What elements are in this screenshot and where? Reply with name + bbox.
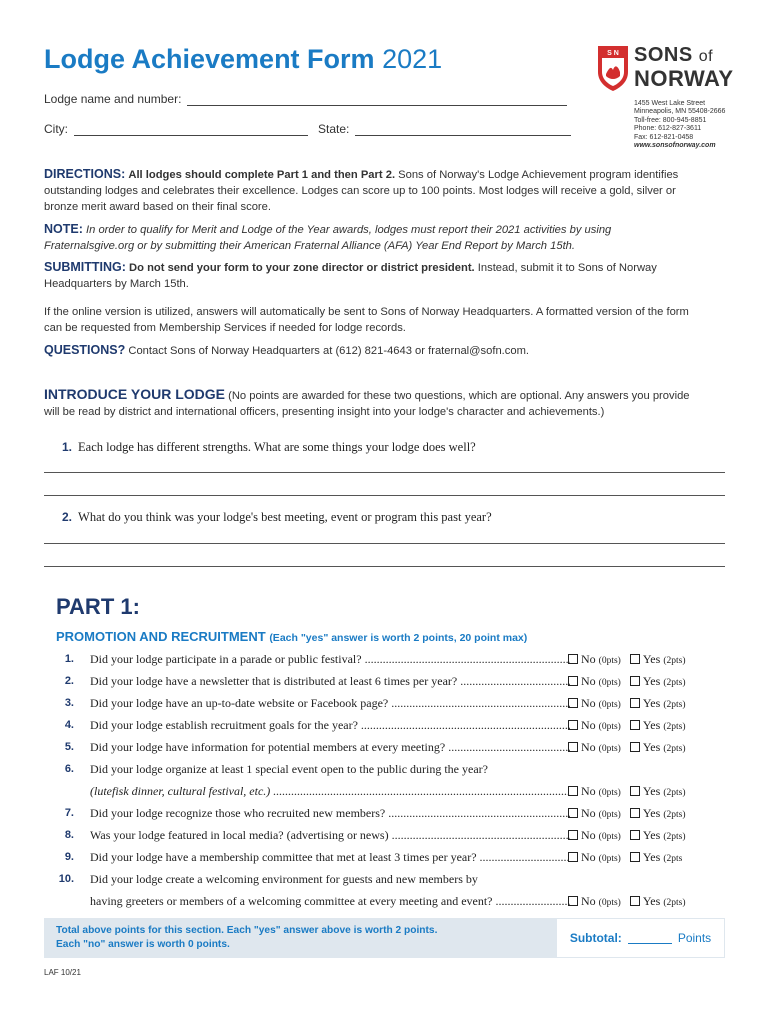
no-checkbox[interactable] — [568, 852, 578, 862]
item-number: 3. — [64, 697, 74, 709]
no-label: No — [581, 696, 596, 710]
yes-label: Yes — [642, 652, 661, 666]
yes-option[interactable] — [630, 718, 686, 733]
yes-checkbox[interactable] — [630, 676, 640, 686]
address-line: Minneapolis, MN 55408-2666 — [634, 108, 726, 116]
no-points: (0pts) — [598, 810, 621, 820]
yes-checkbox[interactable] — [630, 698, 640, 708]
question-text: Each lodge has different strengths. What are some things your lodge does well? — [78, 440, 476, 454]
yes-option[interactable] — [630, 850, 682, 865]
introduce-text: (No points are awarded for these two questions, which are optional. Any answers you provide will be read by district and international officers, presenting insight into your lodge's character and achievements.) — [44, 390, 690, 418]
note-lead: NOTE: — [44, 222, 83, 236]
item-question: Did your lodge create a welcoming environment for guests and new members by — [90, 872, 478, 886]
yes-checkbox[interactable] — [630, 786, 640, 796]
questions-lead: QUESTIONS? — [44, 343, 126, 357]
summary-line: Total above points for this section. Each "yes" answer above is worth 2 points. — [56, 925, 438, 936]
promotion-heading — [56, 629, 527, 644]
item-question: Did your lodge have an up-to-date website or Facebook page? ..... — [90, 696, 570, 711]
summary-line: Each "no" answer is worth 0 points. — [56, 938, 230, 950]
yes-points: (2pts) — [663, 656, 686, 666]
no-label: No — [581, 806, 596, 820]
form-code: LAF 10/21 — [44, 968, 81, 977]
no-option[interactable] — [568, 696, 621, 711]
item-question-continued: (lutefisk dinner, cultural festival, etc.) ..... — [90, 784, 570, 799]
yes-points: (2pts) — [663, 788, 686, 798]
lodge-name-line[interactable] — [187, 93, 567, 106]
subtotal-field[interactable] — [628, 933, 672, 944]
sons-of-norway-logo — [596, 44, 736, 94]
yes-points: (2pts) — [663, 898, 686, 908]
question-row — [56, 872, 726, 890]
directions-bold: All lodges should complete Part 1 and then Part 2. — [128, 169, 396, 181]
answer-options — [568, 828, 685, 843]
submitting-paragraph — [44, 259, 704, 292]
no-checkbox[interactable] — [568, 698, 578, 708]
online-note: If the online version is utilized, answers will automatically be sent to Sons of Norway Headquarters. A formatted version of the form can be requested from Membership Services if needed for lodge records. — [44, 306, 689, 334]
item-number: 9. — [64, 851, 74, 863]
section-summary — [44, 918, 725, 958]
part-1-title: PART 1: — [56, 594, 140, 619]
questions-text: Contact Sons of Norway Headquarters at (612) 821-4643 or fraternal@sofn.com. — [128, 345, 530, 357]
no-label: No — [581, 894, 596, 908]
item-question: Did your lodge have information for potential members at every meeting? ..... — [90, 740, 570, 755]
address-line: Fax: 612-821-0458 — [634, 133, 694, 141]
answer-options — [568, 850, 682, 865]
item-number: 2. — [64, 675, 74, 687]
answer-options — [568, 740, 685, 755]
city-label: City: — [44, 122, 68, 136]
no-checkbox[interactable] — [568, 654, 578, 664]
yes-label: Yes — [642, 806, 661, 820]
intro-question-1 — [62, 440, 476, 455]
yes-label: Yes — [642, 828, 661, 842]
item-question: Did your lodge recognize those who recruited new members? ..... — [90, 806, 570, 821]
yes-label: Yes — [642, 784, 661, 798]
answer-options — [568, 718, 685, 733]
no-option[interactable] — [568, 784, 621, 799]
introduce-heading: INTRODUCE YOUR LODGE — [44, 386, 225, 402]
no-label: No — [581, 850, 596, 864]
item-number: 4. — [64, 719, 74, 731]
no-option[interactable] — [568, 718, 621, 733]
item-number: 5. — [64, 741, 74, 753]
question-row — [56, 652, 726, 670]
answer-options — [568, 696, 685, 711]
section-title: PROMOTION AND RECRUITMENT — [56, 629, 266, 644]
note-text: In order to qualify for Merit and Lodge of the Year awards, lodges must report their 2021 activities by using Fraternalsgive.org or by submitting their American Fraternal Alliance (AFA) Year End Report by March 15th. — [44, 224, 612, 252]
yes-label: Yes — [642, 674, 661, 688]
subtotal-label: Subtotal: — [569, 931, 622, 945]
shield-icon — [596, 44, 630, 92]
yes-option[interactable] — [630, 696, 686, 711]
submitting-bold: Do not send your form to your zone director or district president. — [129, 262, 475, 274]
question-row — [56, 828, 726, 846]
answer-line[interactable] — [44, 543, 725, 544]
no-points: (0pts) — [598, 700, 621, 710]
logo-of: of — [698, 48, 714, 65]
yes-points: (2pts) — [663, 700, 686, 710]
question-number: 2. — [62, 510, 73, 524]
yes-option[interactable] — [630, 740, 686, 755]
yes-points: (2pts) — [663, 810, 686, 820]
yes-label: Yes — [642, 740, 661, 754]
address-line: Toll-free: 800-945-8851 — [634, 116, 707, 124]
yes-option[interactable] — [630, 806, 686, 821]
directions-lead: DIRECTIONS: — [44, 167, 126, 181]
no-label: No — [581, 784, 596, 798]
question-row — [56, 762, 726, 780]
question-row — [56, 718, 726, 736]
city-field[interactable] — [44, 122, 571, 136]
item-number: 1. — [64, 653, 74, 665]
item-question: Did your lodge have a newsletter that is distributed at least 6 times per year? ..... — [90, 674, 570, 689]
question-text: What do you think was your lodge's best meeting, event or program this past year? — [78, 510, 492, 524]
yes-label: Yes — [642, 850, 661, 864]
answer-options — [568, 674, 685, 689]
submitting-text: Instead, submit it to Sons of Norway Headquarters by March 15th. — [44, 262, 657, 290]
note-paragraph — [44, 221, 704, 254]
submitting-lead: SUBMITTING: — [44, 260, 126, 274]
item-question: Did your lodge organize at least 1 special event open to the public during the year? — [90, 762, 488, 776]
item-question: Did your lodge participate in a parade or public festival? ..... — [90, 652, 570, 667]
yes-points: (2pts) — [663, 722, 686, 732]
no-option[interactable] — [568, 674, 621, 689]
item-number: 6. — [64, 763, 74, 775]
answer-line[interactable] — [44, 566, 725, 567]
no-label: No — [581, 828, 596, 842]
item-question: Was your lodge featured in local media? (advertising or news) ..... — [90, 828, 570, 843]
no-points: (0pts) — [598, 832, 621, 842]
no-label: No — [581, 718, 596, 732]
yes-option[interactable] — [630, 894, 686, 909]
no-checkbox[interactable] — [568, 830, 578, 840]
lodge-name-label: Lodge name and number: — [44, 92, 182, 106]
item-question-continued: having greeters or members of a welcoming committee at every meeting and event? ..... — [90, 894, 570, 909]
question-row — [56, 696, 726, 714]
yes-label: Yes — [642, 894, 661, 908]
item-number: 7. — [64, 807, 74, 819]
yes-checkbox[interactable] — [630, 896, 640, 906]
form-title: Lodge Achievement Form 2021 — [44, 44, 443, 74]
no-points: (0pts) — [598, 744, 621, 754]
no-checkbox[interactable] — [568, 786, 578, 796]
answer-options — [568, 784, 685, 799]
question-row — [56, 806, 726, 824]
no-label: No — [581, 740, 596, 754]
yes-option[interactable] — [630, 674, 686, 689]
item-question: Did your lodge establish recruitment goals for the year? ..... — [90, 718, 570, 733]
no-points: (0pts) — [598, 678, 621, 688]
item-question: Did your lodge have a membership committee that met at least 3 times per year? ..... — [90, 850, 570, 865]
yes-checkbox[interactable] — [630, 654, 640, 664]
yes-checkbox[interactable] — [630, 852, 640, 862]
yes-label: Yes — [642, 696, 661, 710]
yes-points: (2pts — [663, 854, 683, 864]
logo-sons: SONS — [634, 44, 693, 66]
shield-letters: S N — [607, 50, 619, 57]
yes-points: (2pts) — [663, 744, 686, 754]
no-label: No — [581, 674, 596, 688]
no-option[interactable] — [568, 652, 621, 667]
introduce-section — [44, 386, 704, 420]
yes-checkbox[interactable] — [630, 808, 640, 818]
directions-text: Sons of Norway's Lodge Achievement program identifies outstanding lodges and celebrates their excellence. Lodges can score up to 100 points. Most lodges will receive a gold, silver or bronze merit award based on their final score. — [44, 169, 679, 213]
yes-points: (2pts) — [663, 678, 686, 688]
answer-line[interactable] — [44, 495, 725, 496]
summary-text — [56, 924, 437, 951]
no-option[interactable] — [568, 740, 621, 755]
question-row — [56, 674, 726, 692]
section-note: (Each "yes" answer is worth 2 points, 20 point max) — [269, 632, 528, 644]
no-points: (0pts) — [598, 722, 621, 732]
state-line[interactable] — [355, 123, 571, 136]
website-link[interactable]: www.sonsofnorway.com — [634, 142, 716, 150]
logo-norway: NORWAY — [634, 66, 734, 91]
question-row-continued — [56, 894, 726, 912]
state-label: State: — [318, 122, 350, 136]
questions-contact — [44, 342, 704, 359]
question-row-continued — [56, 784, 726, 802]
no-points: (0pts) — [598, 788, 621, 798]
no-points: (0pts) — [598, 656, 621, 666]
no-option[interactable] — [568, 894, 621, 909]
subtotal-box — [556, 918, 725, 958]
yes-checkbox[interactable] — [630, 742, 640, 752]
yes-checkbox[interactable] — [630, 830, 640, 840]
no-checkbox[interactable] — [568, 676, 578, 686]
no-checkbox[interactable] — [568, 742, 578, 752]
no-checkbox[interactable] — [568, 720, 578, 730]
no-points: (0pts) — [598, 898, 621, 908]
subtotal-unit: Points — [677, 931, 712, 945]
answer-options — [568, 894, 685, 909]
form-year: 2021 — [382, 44, 443, 74]
yes-checkbox[interactable] — [630, 720, 640, 730]
yes-option[interactable] — [630, 652, 686, 667]
question-row — [56, 740, 726, 758]
no-option[interactable] — [568, 806, 621, 821]
yes-label: Yes — [642, 718, 661, 732]
answer-options — [568, 652, 685, 667]
no-label: No — [581, 652, 596, 666]
no-points: (0pts) — [598, 854, 621, 864]
item-number: 8. — [64, 829, 74, 841]
address-line: 1455 West Lake Street — [634, 100, 706, 107]
city-line[interactable] — [74, 123, 308, 136]
address-line: Phone: 612-827-3611 — [634, 125, 702, 133]
no-checkbox[interactable] — [568, 896, 578, 906]
lodge-name-field[interactable] — [44, 92, 567, 106]
yes-points: (2pts) — [663, 832, 686, 842]
no-option[interactable] — [568, 850, 621, 865]
question-row — [56, 850, 726, 868]
question-number: 1. — [62, 440, 73, 454]
item-number: 10. — [58, 873, 74, 885]
answer-line[interactable] — [44, 472, 725, 473]
yes-option[interactable] — [630, 828, 686, 843]
no-checkbox[interactable] — [568, 808, 578, 818]
yes-option[interactable] — [630, 784, 686, 799]
hq-address — [634, 100, 725, 150]
no-option[interactable] — [568, 828, 621, 843]
answer-options — [568, 806, 685, 821]
directions-paragraph — [44, 166, 704, 215]
intro-question-2 — [62, 510, 492, 525]
